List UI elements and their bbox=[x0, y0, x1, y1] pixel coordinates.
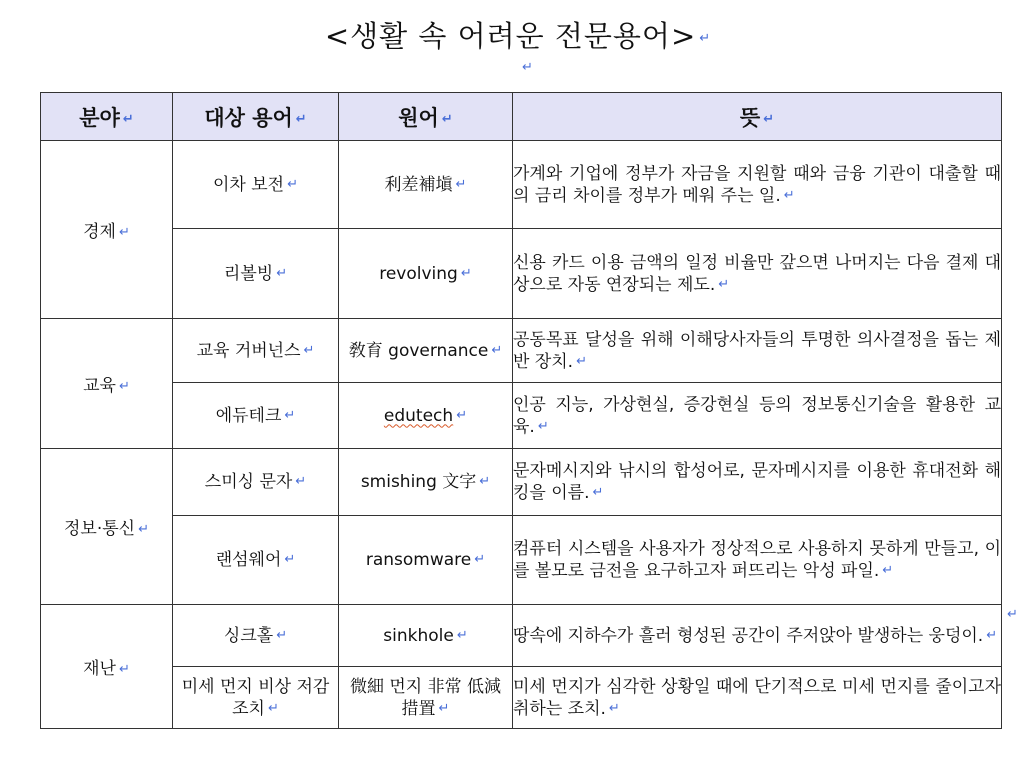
term-cell: 교육 거버넌스 ↵ bbox=[173, 319, 339, 383]
origin-cell: 微細 먼지 非常 低減 措置 ↵ bbox=[339, 667, 513, 729]
table-row bbox=[41, 319, 1002, 383]
field-cell: 재난 ↵ bbox=[41, 605, 173, 729]
origin-cell: 利差補塡 ↵ bbox=[339, 141, 513, 229]
return-mark-icon: ↵ bbox=[122, 111, 134, 127]
meaning-cell: 가계와 기업에 정부가 자금을 지원할 때와 금융 기관이 대출할 때의 금리 차이를 정부가 메워 주는 일. ↵ bbox=[513, 141, 1002, 229]
meaning-cell: 문자메시지와 낚시의 합성어로, 문자메시지를 이용한 휴대전화 해킹을 이름. ↵ bbox=[513, 449, 1002, 516]
return-mark-icon: ↵ bbox=[763, 111, 775, 127]
table-row bbox=[41, 141, 1002, 229]
term-cell: 에듀테크 ↵ bbox=[173, 383, 339, 449]
field-cell: 교육 ↵ bbox=[41, 319, 173, 449]
return-mark-icon: ↵ bbox=[118, 661, 130, 677]
return-mark-icon: ↵ bbox=[287, 176, 298, 192]
meaning-cell: 컴퓨터 시스템을 사용자가 정상적으로 사용하지 못하게 만들고, 이를 볼모로 금전을 요구하고자 퍼뜨리는 악성 파일. ↵ bbox=[513, 516, 1002, 605]
return-mark-icon: ↵ bbox=[522, 60, 533, 75]
table-row bbox=[41, 605, 1002, 667]
meaning-cell: 인공 지능, 가상현실, 증강현실 등의 정보통신기술을 활용한 교육. ↵ bbox=[513, 383, 1002, 449]
table-row bbox=[41, 449, 1002, 516]
return-mark-icon: ↵ bbox=[474, 552, 486, 567]
return-mark-icon: ↵ bbox=[783, 187, 795, 203]
origin-cell: 敎育 governance ↵ bbox=[339, 319, 513, 383]
return-mark-icon: ↵ bbox=[882, 563, 894, 578]
return-mark-icon: ↵ bbox=[479, 474, 491, 489]
return-mark-icon: ↵ bbox=[456, 627, 468, 643]
origin-cell: smishing 文字 ↵ bbox=[339, 449, 513, 516]
table-header-row bbox=[41, 93, 1002, 141]
table-row bbox=[41, 229, 1002, 319]
term-cell: 이차 보전 ↵ bbox=[173, 141, 339, 229]
header-term: 대상 용어 ↵ bbox=[173, 93, 339, 141]
header-field: 분야 ↵ bbox=[41, 93, 173, 141]
return-mark-icon: ↵ bbox=[491, 342, 503, 358]
return-mark-icon: ↵ bbox=[276, 627, 288, 643]
header-meaning: 뜻 ↵ bbox=[513, 93, 1002, 141]
return-mark-icon: ↵ bbox=[438, 700, 450, 716]
return-mark-icon: ↵ bbox=[276, 265, 288, 281]
meaning-cell: 신용 카드 이용 금액의 일정 비율만 갚으면 나머지는 다음 결제 대상으로 자동 연장되는 제도. ↵ bbox=[513, 229, 1002, 319]
term-cell: 미세 먼지 비상 저감 조치 ↵ bbox=[173, 667, 339, 729]
return-mark-icon: ↵ bbox=[118, 378, 130, 394]
return-mark-icon: ↵ bbox=[460, 265, 472, 281]
return-mark-icon: ↵ bbox=[986, 627, 998, 643]
return-mark-icon: ↵ bbox=[138, 521, 149, 537]
meaning-cell: 땅속에 지하수가 흘러 형성된 공간이 주저앉아 발생하는 웅덩이. ↵ bbox=[513, 605, 1002, 667]
return-mark-icon: ↵ bbox=[295, 474, 307, 489]
header-origin: 원어 ↵ bbox=[339, 93, 513, 141]
return-mark-icon: ↵ bbox=[441, 111, 453, 127]
return-mark-icon: ↵ bbox=[592, 485, 604, 500]
return-mark-icon: ↵ bbox=[576, 353, 587, 369]
return-mark-icon: ↵ bbox=[537, 418, 549, 434]
return-mark-icon: ↵ bbox=[1007, 607, 1018, 622]
origin-cell: ransomware ↵ bbox=[339, 516, 513, 605]
return-mark-icon: ↵ bbox=[284, 407, 296, 423]
origin-cell: revolving ↵ bbox=[339, 229, 513, 319]
table-row bbox=[41, 383, 1002, 449]
return-mark-icon: ↵ bbox=[284, 552, 296, 567]
return-mark-icon: ↵ bbox=[267, 700, 279, 716]
return-mark-icon: ↵ bbox=[295, 111, 307, 127]
page-title-text: <생활 속 어려운 전문용어> bbox=[324, 19, 697, 53]
origin-cell: sinkhole ↵ bbox=[339, 605, 513, 667]
term-cell: 랜섬웨어 ↵ bbox=[173, 516, 339, 605]
page-title bbox=[0, 14, 1036, 55]
terms-table bbox=[40, 92, 1002, 729]
return-mark-icon: ↵ bbox=[718, 276, 730, 292]
meaning-cell: 미세 먼지가 심각한 상황일 때에 단기적으로 미세 먼지를 줄이고자 취하는 조치. ↵ bbox=[513, 667, 1002, 729]
return-mark-icon: ↵ bbox=[608, 700, 620, 716]
table-row bbox=[41, 667, 1002, 729]
return-mark-icon: ↵ bbox=[118, 224, 130, 240]
term-cell: 싱크홀 ↵ bbox=[173, 605, 339, 667]
field-cell: 정보·통신 ↵ bbox=[41, 449, 173, 605]
return-mark-icon: ↵ bbox=[699, 30, 712, 46]
table-row bbox=[41, 516, 1002, 605]
meaning-cell: 공동목표 달성을 위해 이해당사자들의 투명한 의사결정을 돕는 제반 장치. ↵ bbox=[513, 319, 1002, 383]
term-cell: 스미싱 문자 ↵ bbox=[173, 449, 339, 516]
return-mark-icon: ↵ bbox=[455, 176, 467, 192]
return-mark-icon: ↵ bbox=[456, 407, 468, 423]
return-mark-icon: ↵ bbox=[303, 342, 315, 358]
field-cell: 경제 ↵ bbox=[41, 141, 173, 319]
origin-cell: edutech ↵ bbox=[339, 383, 513, 449]
term-cell: 리볼빙 ↵ bbox=[173, 229, 339, 319]
